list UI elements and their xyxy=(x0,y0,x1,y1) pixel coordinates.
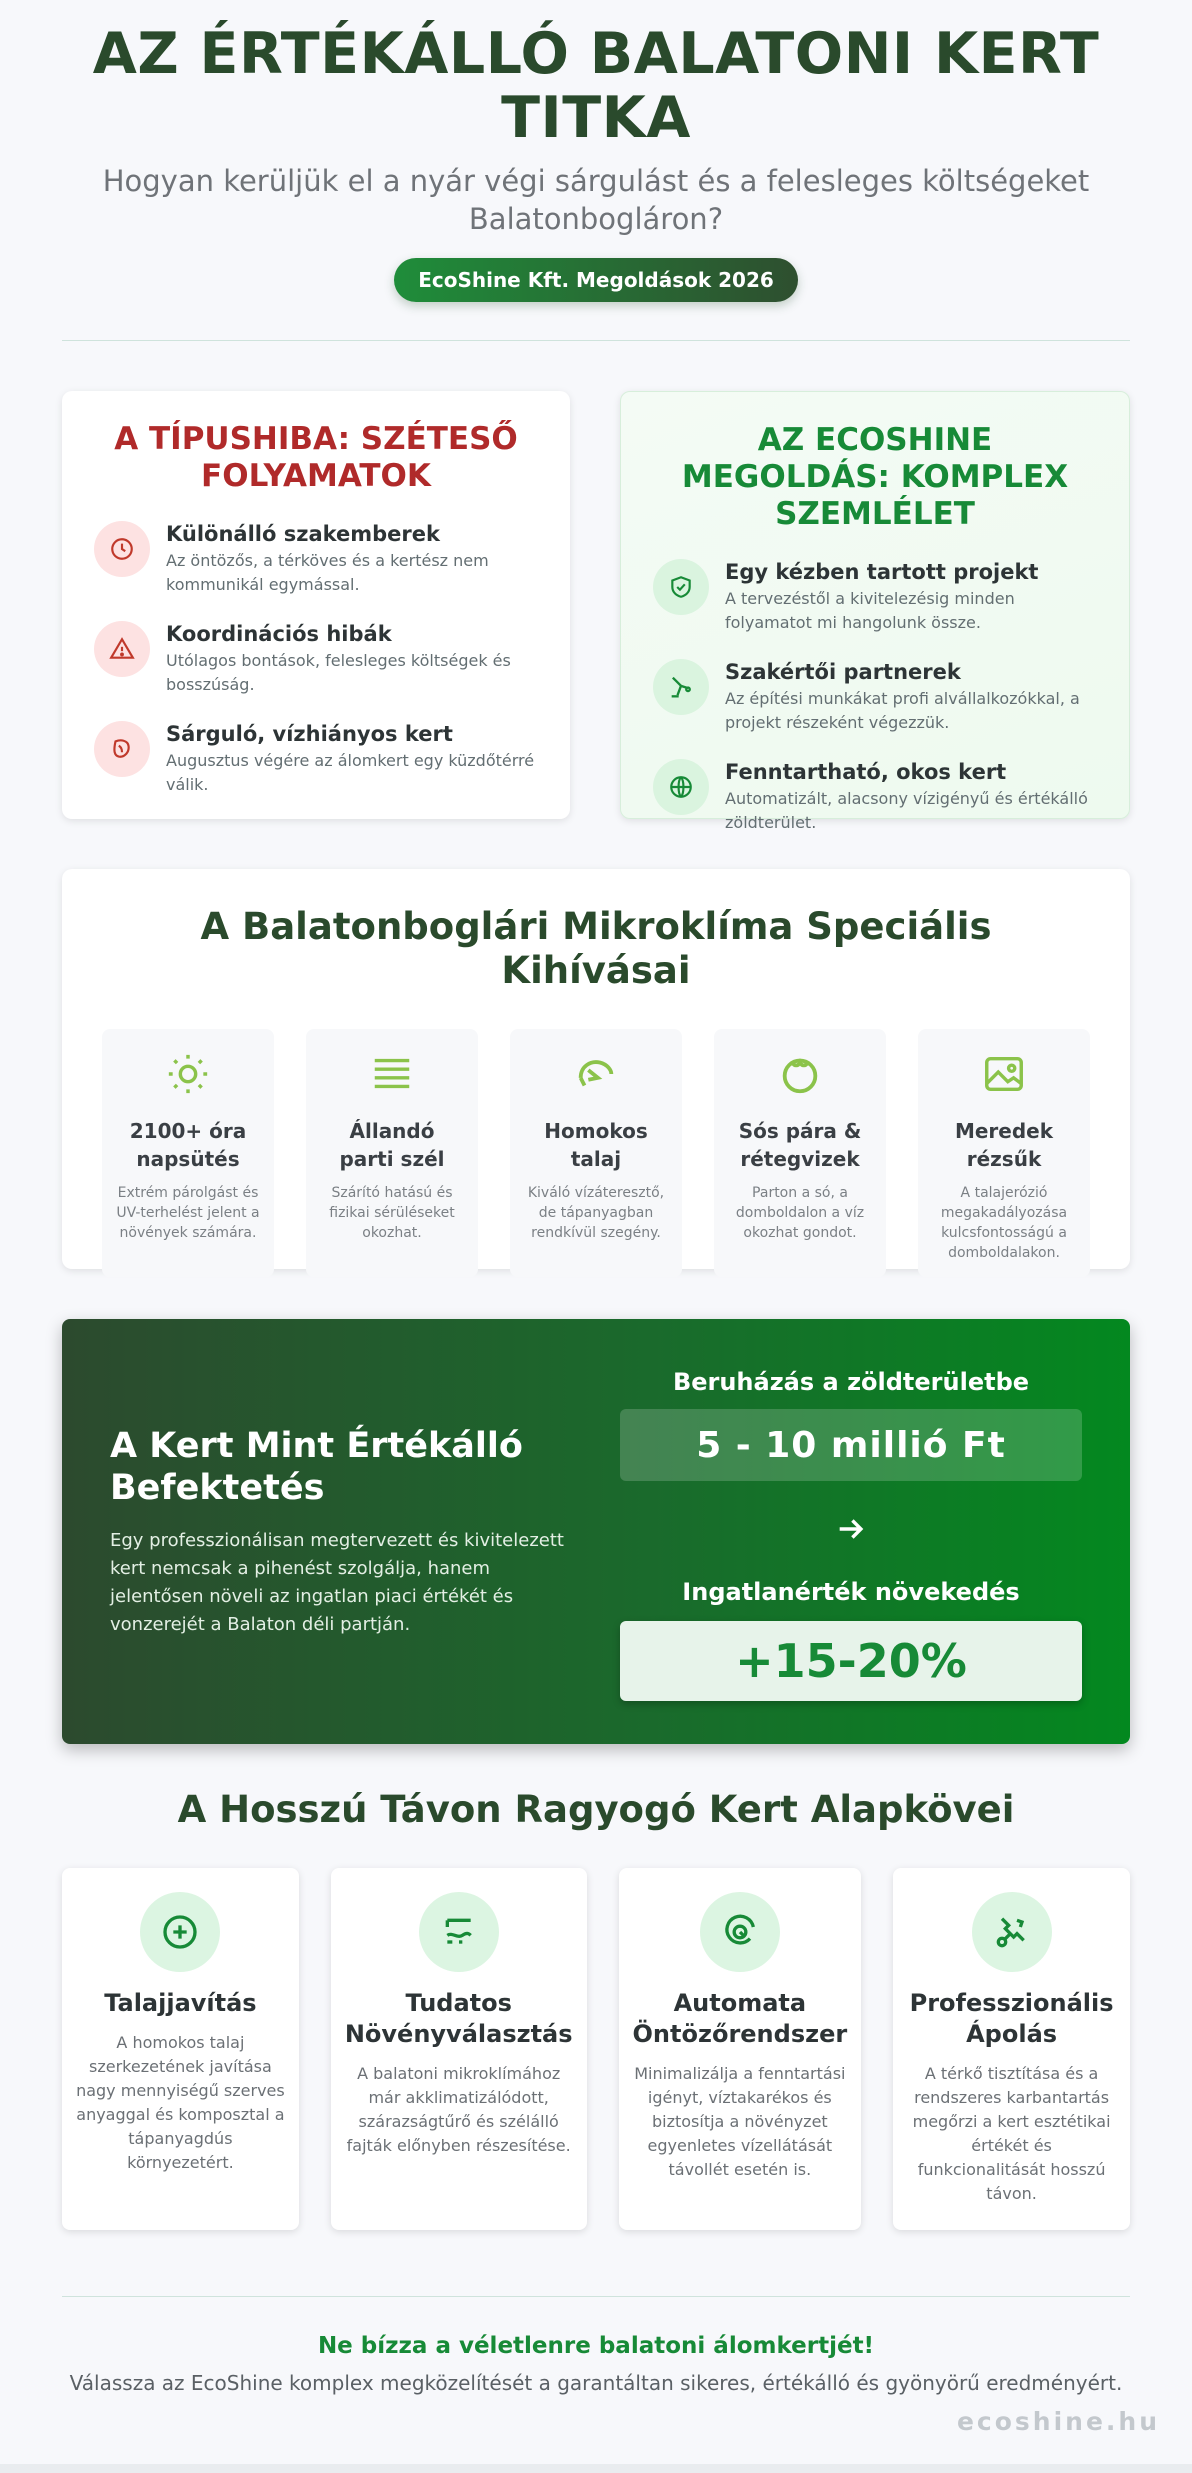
shield-check-icon xyxy=(653,559,709,615)
problem-item-desc: Augusztus végére az álomkert egy küzdőtérré válik. xyxy=(166,751,535,794)
salt-icon xyxy=(728,1051,872,1097)
pillar-title: Talajjavítás xyxy=(104,1989,257,2017)
challenge-desc: A talajerózió megakadályozása kulcsfontosságú a domboldalakon. xyxy=(940,1185,1068,1261)
comparison-section xyxy=(62,391,1130,832)
pillar-card xyxy=(619,1868,862,2230)
pillar-desc: Minimalizálja a fenntartási igényt, víztakarékos és biztosítja a növényzet egyenletes vízellátását távollét esetén is. xyxy=(634,2064,846,2179)
footer xyxy=(62,2331,1130,2397)
solution-item-title: Egy kézben tartott projekt xyxy=(725,560,1039,584)
footer-text: Válassza az EcoShine komplex megközelítését a garantáltan sikeres, értékálló és gyönyörű eredményért. xyxy=(69,2371,1123,2395)
investment-label: Beruházás a zöldterületbe xyxy=(672,1368,1030,1396)
hero-header xyxy=(62,0,1130,302)
challenge-title: Homokos talaj xyxy=(544,1119,648,1171)
solution-item-desc: Az építési munkákat profi alvállalkozókkal, a projekt részeként végezzük. xyxy=(725,689,1080,732)
warning-icon xyxy=(94,621,150,677)
tools-icon xyxy=(972,1892,1052,1972)
problem-item-title: Sárguló, vízhiányos kert xyxy=(166,722,453,746)
microclimate-section xyxy=(62,869,1130,1269)
pillars-title: A Hosszú Távon Ragyogó Kert Alapkövei xyxy=(177,1788,1015,1831)
sprinkler-icon xyxy=(700,1892,780,1972)
problem-item xyxy=(94,721,538,797)
problem-item xyxy=(94,521,538,597)
challenge-card xyxy=(918,1029,1090,1277)
page-subtitle: Hogyan kerüljük el a nyár végi sárgulást és a felesleges költségeket Balatonbogláron? xyxy=(102,164,1090,236)
investment-section xyxy=(62,1319,1130,1744)
challenge-card xyxy=(306,1029,478,1277)
solution-item-desc: Automatizált, alacsony vízigényű és értékálló zöldterület. xyxy=(725,789,1088,832)
microclimate-title: A Balatonboglári Mikroklíma Speciális Kihívásai xyxy=(200,905,992,992)
pillar-desc: A térkő tisztítása és a rendszeres karbantartás megőrzi a kert esztétikai értékét és funkcionalitását hosszú távon. xyxy=(912,2064,1111,2203)
challenge-desc: Kiváló vízáteresztő, de tápanyagban rendkívül szegény. xyxy=(527,1185,665,1241)
solution-item-title: Szakértői partnerek xyxy=(725,660,961,684)
pillars-section xyxy=(62,1868,1130,2230)
problem-item xyxy=(94,621,538,697)
investment-text: Egy professzionálisan megtervezett és kivitelezett kert nemcsak a pihenést szolgálja, hanem jelentősen növeli az ingatlan piaci értékét és vonzerejét a Balaton déli partján. xyxy=(110,1529,564,1635)
pillar-title: Tudatos Növényválasztás xyxy=(344,1989,573,2048)
pillar-desc: A balatoni mikroklímához már akklimatizálódott, szárazságtűrő és szélálló fajták előnyben részesítése. xyxy=(346,2064,571,2155)
clock-icon xyxy=(94,521,150,577)
challenge-title: Állandó parti szél xyxy=(339,1119,445,1171)
investment-title: A Kert Mint Értékálló Befektetés xyxy=(110,1425,523,1508)
wind-lines-icon xyxy=(320,1051,464,1097)
solution-item-desc: A tervezéstől a kivitelezésig minden folyamatot mi hangolunk össze. xyxy=(725,589,1015,632)
divider xyxy=(62,340,1130,341)
divider xyxy=(62,2296,1130,2297)
sand-icon xyxy=(524,1051,668,1097)
challenge-title: 2100+ óra napsütés xyxy=(129,1119,247,1171)
sun-icon xyxy=(116,1051,260,1097)
solution-item xyxy=(653,759,1097,835)
challenge-desc: Extrém párolgást és UV-terhelést jelent a növények számára. xyxy=(116,1185,260,1241)
challenge-title: Sós pára & rétegvizek xyxy=(738,1119,862,1171)
problem-item-title: Koordinációs hibák xyxy=(166,622,392,646)
solution-item xyxy=(653,659,1097,735)
challenge-desc: Parton a só, a domboldalon a víz okozhat gondot. xyxy=(735,1185,865,1241)
globe-icon xyxy=(653,759,709,815)
solution-card xyxy=(620,391,1130,832)
solution-title: AZ ECOSHINE MEGOLDÁS: KOMPLEX SZEMLÉLET xyxy=(681,422,1069,532)
challenge-card xyxy=(102,1029,274,1277)
problem-item-desc: Az öntözős, a térköves és a kertész nem kommunikál egymással. xyxy=(166,551,489,594)
problem-card xyxy=(62,391,570,819)
pillar-title: Automata Öntözőrendszer xyxy=(632,1989,848,2048)
challenge-card xyxy=(510,1029,682,1277)
company-badge: EcoShine Kft. Megoldások 2026 xyxy=(394,258,798,302)
pillar-card xyxy=(893,1868,1130,2230)
value-growth: +15-20% xyxy=(620,1621,1082,1701)
pillar-title: Professzionális Ápolás xyxy=(909,1989,1114,2048)
brand-watermark: ecoshine.hu xyxy=(956,2407,1160,2436)
pillar-card xyxy=(62,1868,299,2230)
problem-title: A TÍPUSHIBA: SZÉTESŐ FOLYAMATOK xyxy=(114,421,518,494)
problem-item-title: Különálló szakemberek xyxy=(166,522,440,546)
problem-item-desc: Utólagos bontások, felesleges költségek és bosszúság. xyxy=(166,651,511,694)
challenge-title: Meredek rézsűk xyxy=(954,1119,1054,1171)
solution-item-title: Fenntartható, okos kert xyxy=(725,760,1007,784)
challenge-desc: Szárító hatású és fizikai sérüléseket okozhat. xyxy=(329,1185,455,1241)
slope-image-icon xyxy=(932,1051,1076,1097)
challenge-card xyxy=(714,1029,886,1277)
plus-circle-icon xyxy=(140,1892,220,1972)
pillar-card xyxy=(331,1868,587,2230)
page-title: AZ ÉRTÉKÁLLÓ BALATONI KERT TITKA xyxy=(92,21,1100,151)
dry-leaf-icon xyxy=(94,721,150,777)
investment-value: 5 - 10 millió Ft xyxy=(620,1409,1082,1481)
value-growth-label: Ingatlanérték növekedés xyxy=(682,1578,1020,1606)
footer-title: Ne bízza a véletlenre balatoni álomkertjét! xyxy=(317,2333,875,2359)
arrow-right-icon xyxy=(620,1481,1082,1577)
solution-item xyxy=(653,559,1097,635)
crane-icon xyxy=(653,659,709,715)
plant-selection-icon xyxy=(419,1892,499,1972)
pillar-desc: A homokos talaj szerkezetének javítása nagy mennyiségű szerves anyaggal és komposztal a tápanyagdús környezetért. xyxy=(76,2033,285,2172)
